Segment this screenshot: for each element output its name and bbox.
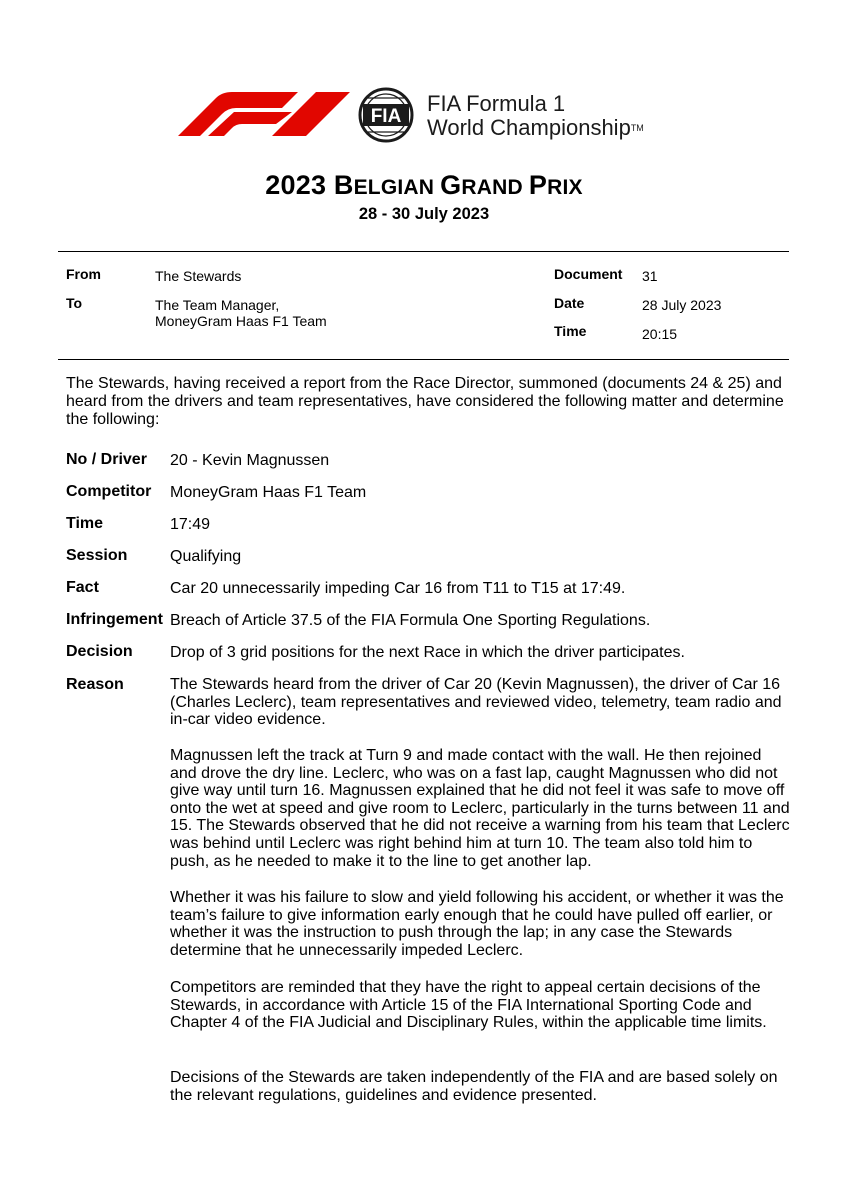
session-time-value: 17:49 bbox=[170, 516, 211, 533]
driver-value: 20 - Kevin Magnussen bbox=[170, 452, 330, 469]
date-label: Date bbox=[554, 295, 585, 311]
competitor-label: Competitor bbox=[66, 483, 152, 500]
f1-logo-icon bbox=[178, 92, 350, 136]
bottom-divider bbox=[58, 359, 789, 360]
fact-value: Car 20 unnecessarily impeding Car 16 from T11 to T15 at 17:49. bbox=[170, 580, 626, 597]
infringement-value: Breach of Article 37.5 of the FIA Formula One Sporting Regulations. bbox=[170, 612, 651, 629]
decision-value: Drop of 3 grid positions for the next Race in which the driver participates. bbox=[170, 644, 685, 661]
to-label: To bbox=[66, 295, 83, 311]
svg-text:FIA: FIA bbox=[370, 106, 402, 127]
logo-trademark: TM bbox=[630, 123, 644, 133]
driver-label: No / Driver bbox=[66, 451, 147, 468]
session-value: Qualifying bbox=[170, 548, 242, 565]
logo-line-2: World Championship bbox=[427, 115, 631, 140]
document-label: Document bbox=[554, 266, 623, 282]
reason-label: Reason bbox=[66, 676, 124, 693]
decision-label: Decision bbox=[66, 643, 133, 660]
from-value: The Stewards bbox=[155, 268, 242, 284]
fia-emblem-icon bbox=[360, 89, 412, 141]
event-title: 2023 BELGIAN GRAND PRIX bbox=[265, 170, 583, 200]
to-value-line-2: MoneyGram Haas F1 Team bbox=[155, 313, 327, 329]
session-label: Session bbox=[66, 547, 128, 564]
appeal-notice-paragraph: Competitors are reminded that they have the right to appeal certain decisions of the Stewards, in accordance with Article 15 of the FIA International Sporting Code and Chapter 4 of the FIA Judicial and Disciplinary Rules, within the applicable time limits. bbox=[170, 979, 767, 1032]
date-value: 28 July 2023 bbox=[642, 297, 722, 313]
document-value: 31 bbox=[642, 268, 658, 284]
logo-line-1: FIA Formula 1 bbox=[427, 91, 566, 116]
fact-label: Fact bbox=[66, 579, 99, 596]
to-value-line-1: The Team Manager, bbox=[155, 297, 280, 313]
event-dates: 28 - 30 July 2023 bbox=[358, 205, 490, 223]
intro-paragraph: The Stewards, having received a report from the Race Director, summoned (documents 24 & 25) and heard from the drivers and team representatives, have considered the following matter and determine the following: bbox=[66, 375, 784, 428]
from-label: From bbox=[66, 266, 101, 282]
independence-notice-paragraph: Decisions of the Stewards are taken independently of the FIA and are based solely on the relevant regulations, guidelines and evidence presented. bbox=[170, 1069, 778, 1104]
reason-paragraph: Magnussen left the track at Turn 9 and made contact with the wall. He then rejoined and drove the dry line. Leclerc, who was on a fast lap, caught Magnussen who did not give way until turn 16. Magnussen explained that he did not feel it was safe to move off onto the wet at speed and give room to Leclerc, particularly in the turns between 11 and 15. The Stewards observed that he did not receive a warning from his team that Leclerc was behind until Leclerc was right behind him at turn 10. The team also told him to push, as he needed to make it to the line to get another lap. bbox=[170, 747, 790, 870]
reason-paragraph: The Stewards heard from the driver of Car 20 (Kevin Magnussen), the driver of Car 16 (Charles Leclerc), team representatives and reviewed video, telemetry, team radio and in-car video evidence. bbox=[170, 676, 782, 729]
top-divider bbox=[58, 251, 789, 252]
time-label: Time bbox=[554, 323, 587, 339]
session-time-label: Time bbox=[66, 515, 104, 532]
time-value: 20:15 bbox=[642, 326, 678, 342]
reason-paragraph: Whether it was his failure to slow and yield following his accident, or whether it was the team’s failure to give information early enough that he could have pulled off earlier, or whether it was the instruction to push through the lap; in any case the Stewards determine that he unnecessarily impeded Leclerc. bbox=[170, 889, 784, 959]
infringement-label: Infringement bbox=[66, 611, 163, 628]
competitor-value: MoneyGram Haas F1 Team bbox=[170, 484, 367, 501]
championship-logo-text bbox=[427, 92, 644, 140]
